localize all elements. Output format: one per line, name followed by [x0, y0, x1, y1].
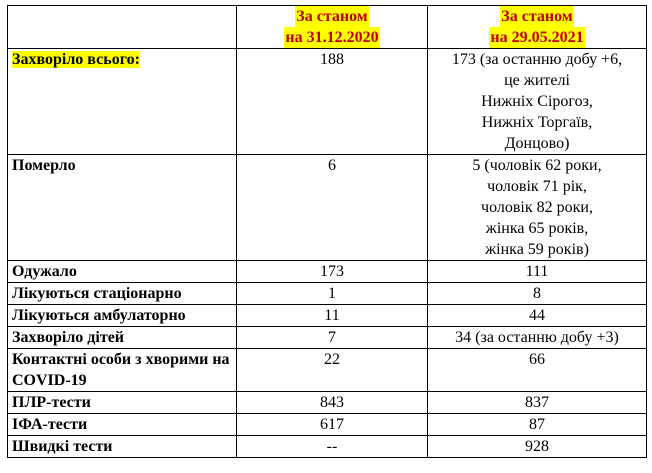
row-value-1-children: 7 [237, 327, 428, 349]
row-value-1-total-cases: 188 [237, 49, 428, 155]
row-label-deaths: Померло [8, 155, 237, 261]
row-value-2-recovered: 111 [428, 261, 647, 283]
row-value-1-inpatient: 1 [237, 283, 428, 305]
table-row-pcr-tests [8, 392, 647, 414]
row-value-1-recovered: 173 [237, 261, 428, 283]
row-value-2-total-cases [428, 49, 647, 155]
row-value-2-pcr-tests: 837 [428, 392, 647, 414]
header-date-1-line-1: За станом [296, 8, 368, 25]
row-value-2-inpatient: 8 [428, 283, 647, 305]
table-row-ifa-tests [8, 414, 647, 436]
row-label-pcr-tests: ПЛР-тести [8, 392, 237, 414]
row-label-total-cases-text: Захворіло всього: [12, 51, 140, 68]
value-line: чоловік 71 рік, [487, 178, 587, 195]
row-value-1-outpatient: 11 [237, 305, 428, 327]
table-row-children [8, 327, 647, 349]
row-label-ifa-tests: ІФА-тести [8, 414, 237, 436]
row-value-2-ifa-tests: 87 [428, 414, 647, 436]
row-value-1-pcr-tests: 843 [237, 392, 428, 414]
row-value-1-ifa-tests: 617 [237, 414, 428, 436]
header-empty-cell [8, 6, 237, 49]
row-value-2-outpatient: 44 [428, 305, 647, 327]
row-value-1-contacts: 22 [237, 349, 428, 392]
table-row-recovered [8, 261, 647, 283]
row-value-2-contacts: 66 [428, 349, 647, 392]
row-label-outpatient: Лікуються амбулаторно [8, 305, 237, 327]
row-value-2-rapid-tests: 928 [428, 436, 647, 458]
header-date-1 [237, 6, 428, 49]
value-line: це жителі [504, 72, 570, 89]
header-date-2 [428, 6, 647, 49]
header-date-1-line-2: на 31.12.2020 [285, 29, 379, 46]
value-line: Донцово) [504, 135, 570, 152]
value-line: жінка 65 років, [485, 220, 589, 237]
row-value-1-deaths: 6 [237, 155, 428, 261]
value-line: чоловік 82 роки, [481, 199, 593, 216]
header-date-2-line-2: на 29.05.2021 [490, 29, 584, 46]
table-row-total-cases [8, 49, 647, 155]
value-line: жінка 59 років) [485, 241, 589, 258]
row-value-1-rapid-tests: -- [237, 436, 428, 458]
row-label-contacts: Контактні особи з хворими на COVID-19 [8, 349, 237, 392]
row-label-inpatient: Лікуються стаціонарно [8, 283, 237, 305]
table-row-deaths [8, 155, 647, 261]
table-row-contacts [8, 349, 647, 392]
table-row-outpatient [8, 305, 647, 327]
value-line: 173 (за останню добу +6, [451, 51, 623, 68]
value-line: Нижніх Торгаїв, [481, 114, 593, 131]
table-header-row [8, 6, 647, 49]
row-value-2-deaths [428, 155, 647, 261]
row-label-children: Захворіло дітей [8, 327, 237, 349]
covid-stats-table [7, 5, 647, 458]
row-label-rapid-tests: Швидкі тести [8, 436, 237, 458]
row-label-recovered: Одужало [8, 261, 237, 283]
value-line: Нижніх Сірогоз, [481, 93, 593, 110]
table-row-rapid-tests [8, 436, 647, 458]
row-value-2-children: 34 (за останню добу +3) [428, 327, 647, 349]
value-line: 5 (чоловік 62 роки, [472, 157, 602, 174]
table-row-inpatient [8, 283, 647, 305]
row-label-total-cases [8, 49, 237, 155]
header-date-2-line-1: За станом [501, 8, 573, 25]
